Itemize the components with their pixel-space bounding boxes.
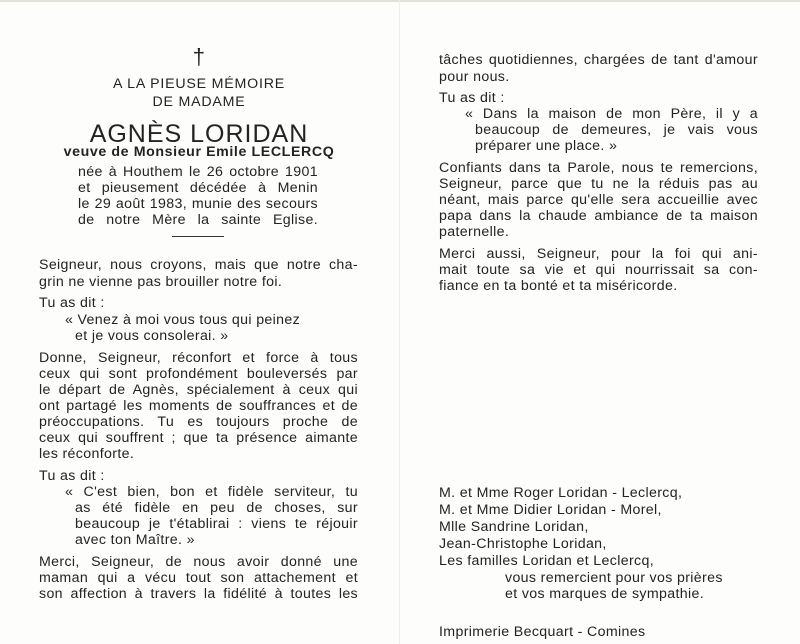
text-line: « C'est bien, bon et fidèle serviteur, tu: [65, 483, 358, 500]
text-line: Confiants dans ta Parole, nous te remercions,: [439, 159, 758, 176]
text-line: « Venez à moi vous tous qui peinez: [65, 311, 301, 328]
family-member: Les familles Loridan et Leclercq,: [439, 552, 655, 569]
text-line: avec ton Maître. »: [75, 531, 195, 548]
text-line: Tu as dit :: [39, 294, 105, 311]
memorial-heading: A LA PIEUSE MÉMOIRE: [112, 75, 286, 92]
text-line: ceux qui sont profondément bouleversés par: [39, 365, 358, 382]
text-line: ceux qui souffrent ; que ta présence aimante: [39, 429, 358, 446]
deceased-name: AGNÈS LORIDAN: [89, 119, 309, 148]
text-line: « Dans la maison de mon Père, il y a: [465, 105, 758, 122]
text-line: Seigneur, nous croyons, mais que notre cha-: [39, 256, 358, 273]
text-line: Merci, Seigneur, de nous avoir donné une: [39, 553, 358, 570]
card-fold: [399, 0, 400, 644]
thanks-line: vous remercient pour vos prières: [505, 569, 723, 586]
text-line: et je vous consolerai. »: [75, 327, 229, 344]
text-line: ont partagé les moments de souffrances et de: [39, 397, 358, 414]
family-member: Mlle Sandrine Loridan,: [439, 518, 589, 535]
card-edge: [0, 0, 800, 2]
text-line: néant, mais parce qu'elle sera accueillie avec: [439, 191, 758, 208]
bio-line: de notre Mère la sainte Eglise.: [78, 211, 318, 228]
text-line: paternelle.: [439, 223, 510, 240]
text-line: beaucoup de demeures, je vais vous: [475, 121, 758, 138]
text-line: fiance en ta bonté et ta miséricorde.: [439, 277, 678, 294]
text-line: as été fidèle en peu de choses, sur: [75, 499, 358, 516]
bio-line: et pieusement décédée à Menin: [78, 179, 318, 196]
thanks-line: et vos marques de sympathie.: [505, 585, 705, 602]
text-line: son affection à travers la fidélité à toutes les: [39, 585, 358, 602]
text-line: Tu as dit :: [439, 89, 505, 106]
text-line: beaucoup je t'établirai : viens te réjouir: [75, 515, 358, 532]
bio-line: née à Houthem le 26 octobre 1901: [78, 163, 318, 180]
family-member: M. et Mme Didier Loridan - Morel,: [439, 501, 662, 518]
text-line: Tu as dit :: [39, 467, 105, 484]
separator-rule: [172, 236, 224, 237]
text-line: tâches quotidiennes, chargées de tant d'amour: [439, 51, 758, 68]
text-line: mait toute sa vie et qui nourrissait sa con-: [439, 261, 758, 278]
bio-line: le 29 août 1983, munie des secours: [78, 195, 318, 212]
text-line: préoccupations. Tu es toujours proche de: [39, 413, 358, 430]
family-member: M. et Mme Roger Loridan - Leclercq,: [439, 484, 683, 501]
text-line: le départ de Agnès, spécialement à ceux qui: [39, 381, 358, 398]
text-line: Donne, Seigneur, réconfort et force à tous: [39, 349, 358, 366]
text-line: Seigneur, parce que tu ne la réduis pas au: [439, 175, 758, 192]
family-member: Jean-Christophe Loridan,: [439, 535, 607, 552]
printer-credit: Imprimerie Becquart - Comines: [439, 623, 646, 640]
text-line: Merci aussi, Seigneur, pour la foi qui ani-: [439, 245, 758, 262]
widow-of-line: veuve de Monsieur Emile LECLERCQ: [63, 143, 335, 160]
text-line: les réconforte.: [39, 445, 135, 462]
text-line: maman qui a vécu tout son attachement et: [39, 569, 358, 586]
cross-symbol: †: [192, 43, 206, 69]
text-line: pour nous.: [439, 68, 510, 85]
memorial-heading-2: DE MADAME: [152, 93, 246, 110]
text-line: papa dans la chaude ambiance de ta maison: [439, 207, 758, 224]
text-line: préparer une place. »: [475, 137, 618, 154]
text-line: grin ne vienne pas brouiller notre foi.: [39, 273, 283, 290]
